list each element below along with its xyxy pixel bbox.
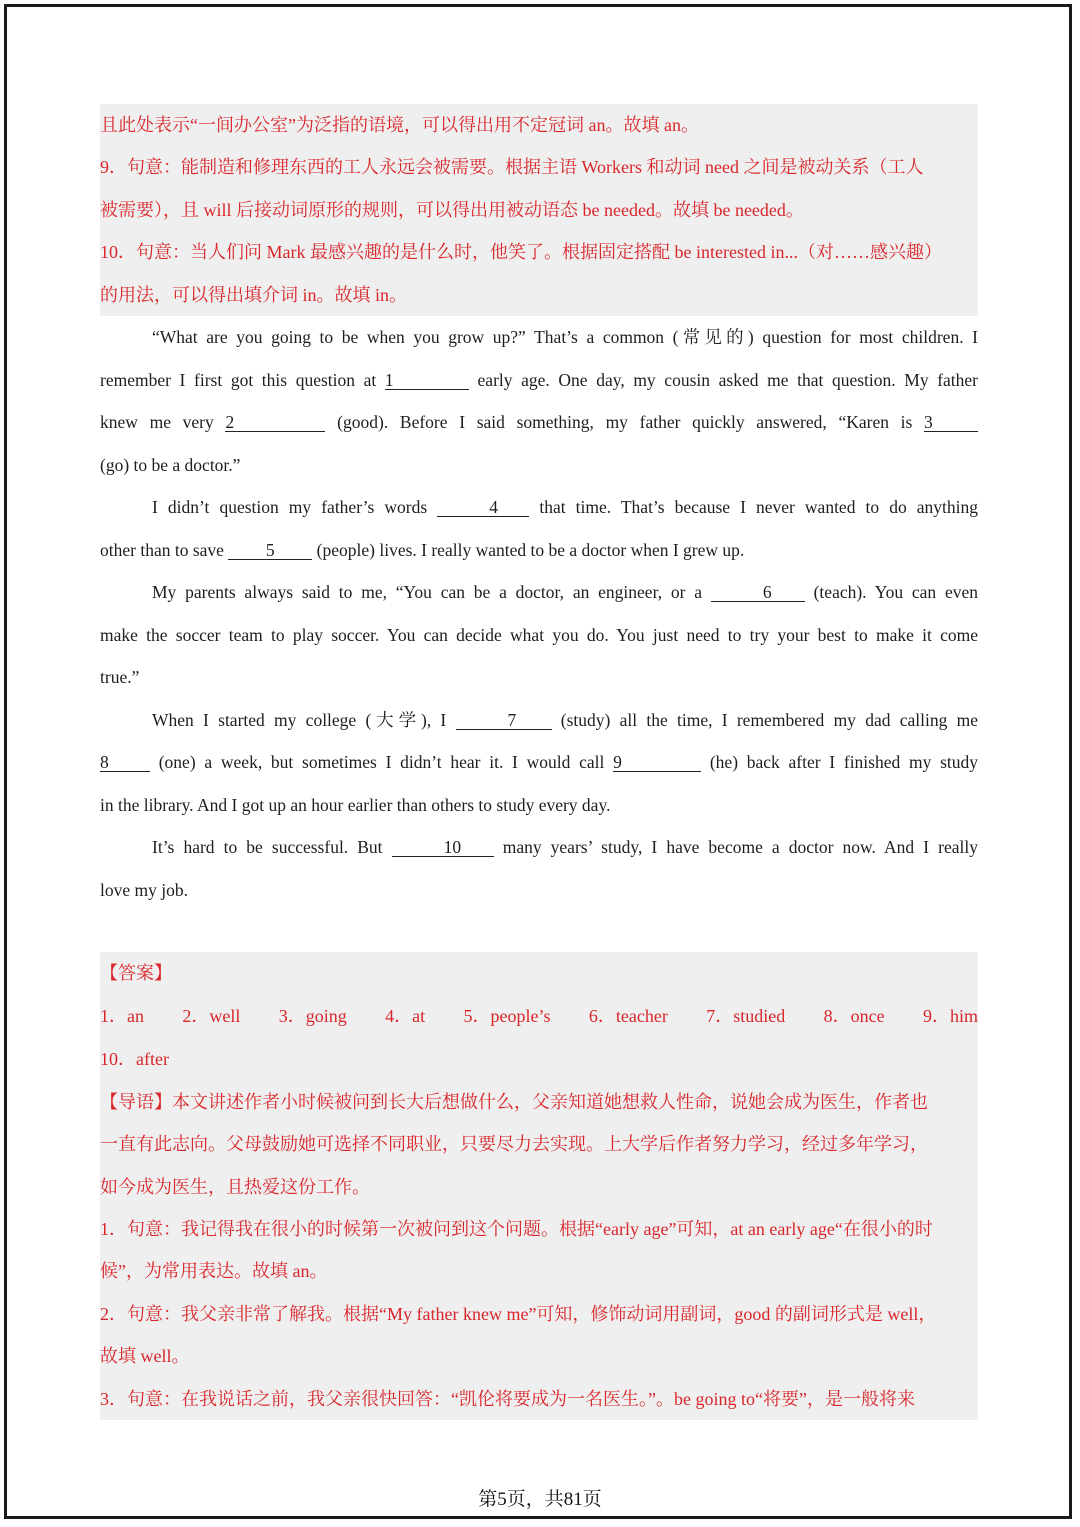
blank-10[interactable]: 10 xyxy=(392,838,494,857)
explanation-line: 且此处表示“一间办公室”为泛指的语境，可以得出用不定冠词 an。故填 an。 xyxy=(100,115,699,135)
answer-item: 6．teacher xyxy=(588,1006,668,1027)
explanation-line: 的用法，可以得出填介词 in。故填 in。 xyxy=(100,284,408,305)
explanation-line: 10．句意：当人们问 Mark 最感兴趣的是什么时，他笑了。根据固定搭配 be interested in...（对……感兴趣） xyxy=(100,242,942,263)
passage-line: love my job. xyxy=(100,879,188,900)
blank-5[interactable]: 5 xyxy=(228,541,312,560)
blank-3[interactable]: 3 xyxy=(924,413,978,432)
passage-line: true.” xyxy=(100,667,140,687)
passage-line: I didn’t question my father’s words 4 that time. That’s because I never wanted to do anything xyxy=(152,497,978,517)
reading-passage xyxy=(100,316,978,911)
blank-8[interactable]: 8 xyxy=(100,753,150,772)
explanation-block-top xyxy=(100,104,978,316)
page-number: 第5页，共81页 xyxy=(478,1489,602,1510)
guide-line: 【导语】本文讲述作者小时候被问到长大后想做什么，父亲知道她想救人性命，说她会成为医生，作者也 xyxy=(100,1091,928,1112)
blank-4[interactable]: 4 xyxy=(437,498,529,517)
passage-line: When I started my college (大学), I 7 (study) all the time, I remembered my dad calling me xyxy=(152,709,978,730)
blank-1[interactable]: 1 xyxy=(385,371,469,390)
answer-item: 10．after xyxy=(100,1049,169,1070)
passage-line: 8 (one) a week, but sometimes I didn’t hear it. I would call 9 (he) back after I finished my study xyxy=(100,752,978,772)
blank-7[interactable]: 7 xyxy=(456,711,552,730)
explanation-line: 9．句意：能制造和修理东西的工人永远会被需要。根据主语 Workers 和动词 need 之间是被动关系（工人 xyxy=(100,157,924,178)
guide-line: 候”，为常用表达。故填 an。 xyxy=(100,1261,328,1282)
passage-line: in the library. And I got up an hour earlier than others to study every day. xyxy=(100,794,611,815)
answer-item: 1．an xyxy=(100,1006,144,1027)
explanation-line: 被需要），且 will 后接动词原形的规则，可以得出用被动语态 be needed。故填 be needed。 xyxy=(100,199,804,220)
passage-line: knew me very 2 (good). Before I said something, my father quickly answered, “Karen is 3 xyxy=(100,401,978,444)
guide-line: 3．句意：在我说话之前，我父亲很快回答：“凯伦将要成为一名医生。”。be going to“将要”，是一般将来 xyxy=(100,1388,915,1409)
answer-item: 8．once xyxy=(823,1006,885,1027)
passage-line: make the soccer team to play soccer. You can decide what you do. You just need to try your best to make it come xyxy=(100,624,978,645)
guide-line: 一直有此志向。父母鼓励她可选择不同职业，只要尽力去实现。上大学后作者努力学习，经过多年学习， xyxy=(100,1134,928,1155)
passage-line: It’s hard to be successful. But 10 many years’ study, I have become a doctor now. And I really xyxy=(152,837,978,857)
answer-item: 4．at xyxy=(385,1006,426,1027)
guide-line: 1．句意：我记得我在很小的时候第一次被问到这个问题。根据“early age”可知，at an early age“在很小的时 xyxy=(100,1218,933,1239)
answer-heading: 【答案】 xyxy=(100,963,172,983)
blank-2[interactable]: 2 xyxy=(225,413,325,432)
answer-item: 2．well xyxy=(182,1006,241,1027)
passage-line: My parents always said to me, “You can be a doctor, an engineer, or a 6 (teach). You can even xyxy=(152,582,978,602)
passage-line: (go) to be a doctor.” xyxy=(100,454,241,475)
blank-9[interactable]: 9 xyxy=(613,753,701,772)
passage-line: remember I first got this question at 1 early age. One day, my cousin asked me that question. My father xyxy=(100,369,978,390)
blank-6[interactable]: 6 xyxy=(711,583,805,602)
guide-line: 如今成为医生，且热爱这份工作。 xyxy=(100,1176,370,1197)
answer-item: 7．studied xyxy=(706,1006,786,1027)
passage-line: “What are you going to be when you grow up?” That’s a common (常见的) question for most children. I xyxy=(152,327,978,347)
guide-line: 故填 well。 xyxy=(100,1346,190,1367)
answer-item: 3．going xyxy=(278,1006,347,1027)
answer-list xyxy=(100,994,978,1038)
answer-item: 5．people’s xyxy=(463,1006,551,1027)
answer-block xyxy=(100,952,978,1420)
guide-line: 2．句意：我父亲非常了解我。根据“My father knew me”可知，修饰动词用副词，good 的副词形式是 well， xyxy=(100,1303,937,1324)
answer-item: 9．him xyxy=(922,1006,978,1027)
passage-line: other than to save 5 (people) lives. I really wanted to be a doctor when I grew up. xyxy=(100,539,745,560)
